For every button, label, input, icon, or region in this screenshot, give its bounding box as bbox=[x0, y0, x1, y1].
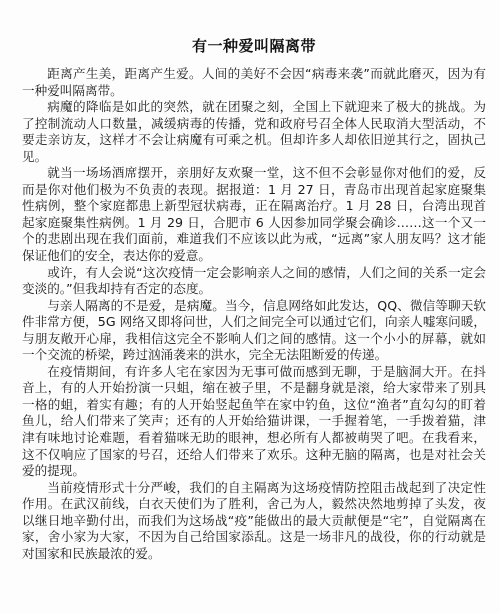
paragraph: 或许，有人会说“这次疫情一定会影响亲人之间的感情，人们之间的关系一定会变淡的。”但我却持有否定的态度。 bbox=[22, 264, 486, 297]
paragraph: 病魔的降临是如此的突然，就在团聚之刻，全国上下就迎来了极大的挑战。为了控制流动人口数量，减缓病毒的传播，党和政府号召全体人民取消大型活动，不要走亲访友，这样才不会让病魔有可乘之机。但却许多人却依旧逆其行之，固执己见。 bbox=[22, 99, 486, 164]
document-title: 有一种爱叫隔离带 bbox=[191, 37, 316, 55]
paragraph: 在疫情期间，有许多人宅在家因为无事可做而感到无聊，于是脑洞大开。在抖音上，有的人开始扮演一只蛆，缩在被子里，不是翻身就是滚，给大家带来了别具一格的蛆，着实有趣；有的人开始竖起鱼竿在家中钓鱼，这位“渔者”直勾勾的盯着鱼儿，给人们带来了笑声；还有的人开始给猫讲课，一手握着笔，一手拨着猫，津津有味地讨论难题，看着猫咪无助的眼神，想必所有人都被萌哭了吧。在我看来，这不仅响应了国家的号召，还给人们带来了欢乐。这种无脑的隔离，也是对社会关爱的提现。 bbox=[22, 363, 486, 479]
paragraph: 当前疫情形式十分严峻，我们的自主隔离为这场疫情防控阻击战起到了决定性作用。在武汉前线，白衣天使们为了胜利，舍己为人，毅然决然地剪掉了头发，夜以继日地辛勤付出，而我们为这场战“疫”能做出的最大贡献便是“宅”，自觉隔离在家，舍小家为大家，不因为自己给国家添乱。这是一场非凡的战役，你的行动就是对国家和民族最浓的爱。 bbox=[22, 479, 486, 561]
paragraph: 就当一场场酒席摆开，亲朋好友欢聚一堂，这不但不会彰显你对他们的爱，反而是你对他们极为不负责的表现。据报道：1 月 27 日，青岛市出现首起家庭聚集性病例，整个家庭都患上新型冠状病毒，正在隔离治疗。1 月 28 日，台湾出现首起家庭聚集性病例。1 月 29 日，合肥市 6 人因参加同学聚会确诊……这一个又一个的悲剧出现在我们面前，难道我们不应该以此为戒，“远离”家人朋友吗？这才能保证他们的安全，表达你的爱意。 bbox=[22, 165, 486, 264]
document-body bbox=[22, 66, 486, 562]
paragraph: 距离产生美，距离产生爱。人间的美好不会因“病毒来袭”而就此磨灭，因为有一种爱叫隔离带。 bbox=[22, 66, 486, 98]
paragraph: 与亲人隔离的不是爱，是病魔。当今，信息网络如此发达，QQ、微信等聊天软件非常方便，5G 网络又即将问世，人们之间完全可以通过它们，向亲人嘘寒问暖，与朋友敞开心扉，我相信这完全不影响人们之间的感情。这一个小小的屏幕，就如一个交流的桥梁，跨过汹涌袭来的洪水，完全无法阻断爱的传递。 bbox=[22, 297, 486, 363]
